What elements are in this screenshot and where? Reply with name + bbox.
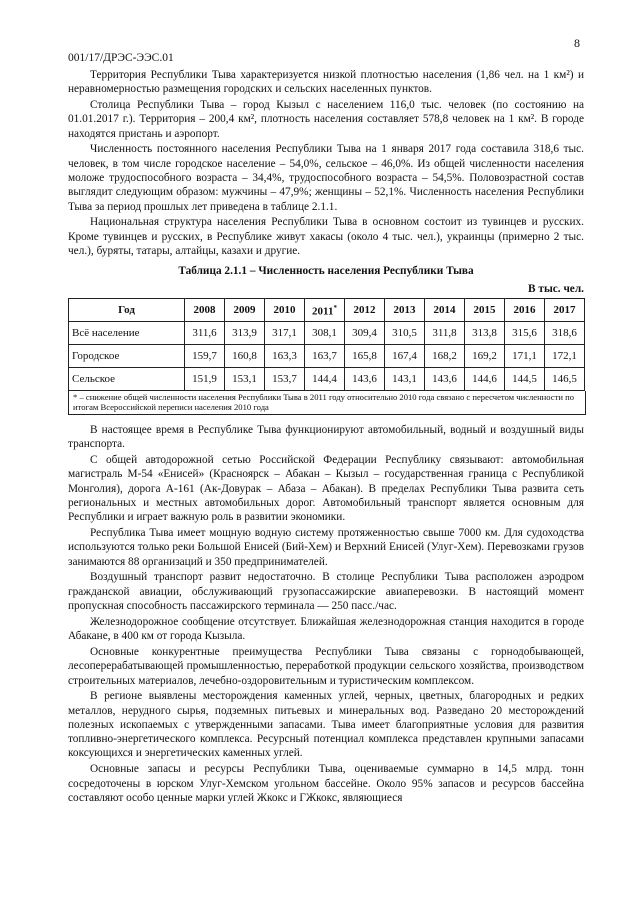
table-caption: Таблица 2.1.1 – Численность населения Республики Тыва: [178, 265, 474, 278]
table-cell: 159,7: [185, 344, 225, 367]
year-2016: 2016: [505, 298, 545, 321]
year-2014: 2014: [425, 298, 465, 321]
year-2011-label: 2011: [312, 305, 334, 318]
table-cell: 153,7: [265, 367, 305, 390]
paragraph-population: Численность постоянного населения Республики Тыва на 1 января 2017 года составила 318,6 тыс. человек, в том числе городское население – 54,0%, сельское – 46,0%. Из общей численности населения моложе трудоспособного возраста – 34,4%, трудоспособного возраста – 54,5%. Половозрастной состав выглядит следующим образом: мужчины – 47,9%; женщины – 52,1%. Численность населения Республики Тыва за период прошлых лет приведена в таблице 2.1.1.: [68, 143, 584, 213]
year-2010: 2010: [265, 298, 305, 321]
table-cell: 146,5: [545, 367, 585, 390]
table-cell: 313,9: [225, 321, 265, 344]
paragraph-capital: Столица Республики Тыва – город Кызыл с населением 116,0 тыс. человек (по состоянию на 01.01.2017 г.). Территория – 200,4 км², плотность населения составляет 578,8 человек на 1 км². В городе находятся пристань и аэропорт.: [68, 99, 584, 140]
table-cell: 143,6: [345, 367, 385, 390]
year-2008: 2008: [185, 298, 225, 321]
table-cell: 143,1: [385, 367, 425, 390]
table-cell: 317,1: [265, 321, 305, 344]
paragraph-coal: Основные запасы и ресурсы Республики Тыва, оцениваемые суммарно в 14,5 млрд. тонн сосредоточены в юрском Улуг-Хемском угольном бассейне. Около 95% запасов и ресурсов бассейна составляют особо ценные марки углей Жкокс и ГЖкокс, являющиеся: [68, 763, 584, 804]
table-cell: 168,2: [425, 344, 465, 367]
table-footnote: * – снижение общей численности населения Республики Тыва в 2011 году относительно 2010 года связано с пересчетом численности по итогам Всероссийской переписи населения 2010 года: [68, 391, 586, 415]
footnote-mark: *: [333, 303, 337, 312]
table-units: В тыс. чел.: [528, 282, 584, 295]
table-cell: 163,3: [265, 344, 305, 367]
table-cell: 313,8: [465, 321, 505, 344]
table-cell: 167,4: [385, 344, 425, 367]
paragraph-transport: В настоящее время в Республике Тыва функционируют автомобильный, водный и воздушный виды транспорта.: [68, 423, 584, 451]
year-2013: 2013: [385, 298, 425, 321]
table-cell: 310,5: [385, 321, 425, 344]
table-cell: 309,4: [345, 321, 385, 344]
paragraph-air: Воздушный транспорт развит недостаточно. В столице Республики Тыва расположен аэродром гражданской авиации, обслуживающий грузопассажирские авиаперевозки. В настоящий момент пропускная способность пассажирского терминала — 250 пасс./час.: [68, 571, 584, 613]
paragraph-nationalities: Национальная структура населения Республики Тыва в основном состоит из тувинцев и русских. Кроме тувинцев и русских, в Республике живут хакасы (около 4 тыс. чел.), украинцы (примерно 2 тыс. чел.), буряты, татары, алтайцы, казахи и другие.: [68, 216, 584, 258]
paragraph-water: Республика Тыва имеет мощную водную систему протяженностью свыше 7000 км. Для судоходства используются только реки Большой Енисей (Бий-Хем) и Верхний Енисей (Улуг-Хем). Перевозками грузов занимаются 88 организаций и 350 предпринимателей.: [68, 527, 584, 568]
paragraph-advantages: Основные конкурентные преимущества Республики Тыва связаны с горнодобывающей, лесоперерабатывающей промышленностью, переработкой продукции сельского хозяйства, производством строительных материалов, лечебно-оздоровительным и туристическим комплексом.: [68, 645, 584, 687]
table-cell: 144,5: [505, 367, 545, 390]
paragraph-density: Территория Республики Тыва характеризуется низкой плотностью населения (1,86 чел. на 1 км²) и неравномерностью размещения городских и сельских населенных пунктов.: [68, 69, 584, 96]
row-label: Городское: [69, 344, 185, 367]
paragraph-deposits: В регионе выявлены месторождения каменных углей, черных, цветных, благородных и редких металлов, нерудного сырья, подземных питьевых и минеральных вод. Разведано 20 месторождений полезных ископаемых с утвержденными запасами. Тыва имеет благоприятные условия для развития топливно-энергетического комплекса. Ресурсный потенциал комплекса представлен крупными запасами коксующихся и энергетических каменных углей.: [68, 690, 584, 760]
table-cell: 144,4: [305, 367, 345, 390]
table-row-urban: [69, 344, 585, 367]
population-table: [68, 298, 585, 391]
table-cell: 144,6: [465, 367, 505, 390]
year-2015: 2015: [465, 298, 505, 321]
paragraph-roads: С общей автодорожной сетью Российской Федерации Республику связывают: автомобильная магистраль М-54 «Енисей» (Красноярск – Абакан – Кызыл – государственная граница с Республикой Монголия), дорога А-161 (Ак-Довурак – Абаза – Абакан). В пределах Республики Тыва развита сеть региональных и местных автомобильных дорог. Автомобильный транспорт является основным для Республики и играет важную роль в развитии экономики.: [68, 454, 584, 524]
table-row-rural: [69, 367, 585, 390]
table-cell: 169,2: [465, 344, 505, 367]
year-header: Год: [69, 298, 185, 321]
table-cell: 153,1: [225, 367, 265, 390]
table-row-total: [69, 321, 585, 344]
year-2011: [305, 298, 345, 321]
table-cell: 315,6: [505, 321, 545, 344]
table-cell: 163,7: [305, 344, 345, 367]
paragraph-rail: Железнодорожное сообщение отсутствует. Ближайшая железнодорожная станция находится в городе Абакане, в 400 км от города Кызыла.: [68, 615, 584, 643]
table-cell: 311,8: [425, 321, 465, 344]
table-cell: 143,6: [425, 367, 465, 390]
table-cell: 318,6: [545, 321, 585, 344]
table-cell: 151,9: [185, 367, 225, 390]
year-2017: 2017: [545, 298, 585, 321]
document-body: [68, 68, 584, 807]
year-2012: 2012: [345, 298, 385, 321]
row-label: Сельское: [69, 367, 185, 390]
table-cell: 165,8: [345, 344, 385, 367]
row-label: Всё население: [69, 321, 185, 344]
year-2009: 2009: [225, 298, 265, 321]
table-cell: 172,1: [545, 344, 585, 367]
table-cell: 308,1: [305, 321, 345, 344]
table-cell: 160,8: [225, 344, 265, 367]
document-number: 001/17/ДРЭС-ЭЭС.01: [68, 52, 174, 64]
table-header-row: [69, 298, 585, 321]
page-number: 8: [574, 36, 580, 50]
table-cell: 171,1: [505, 344, 545, 367]
table-cell: 311,6: [185, 321, 225, 344]
